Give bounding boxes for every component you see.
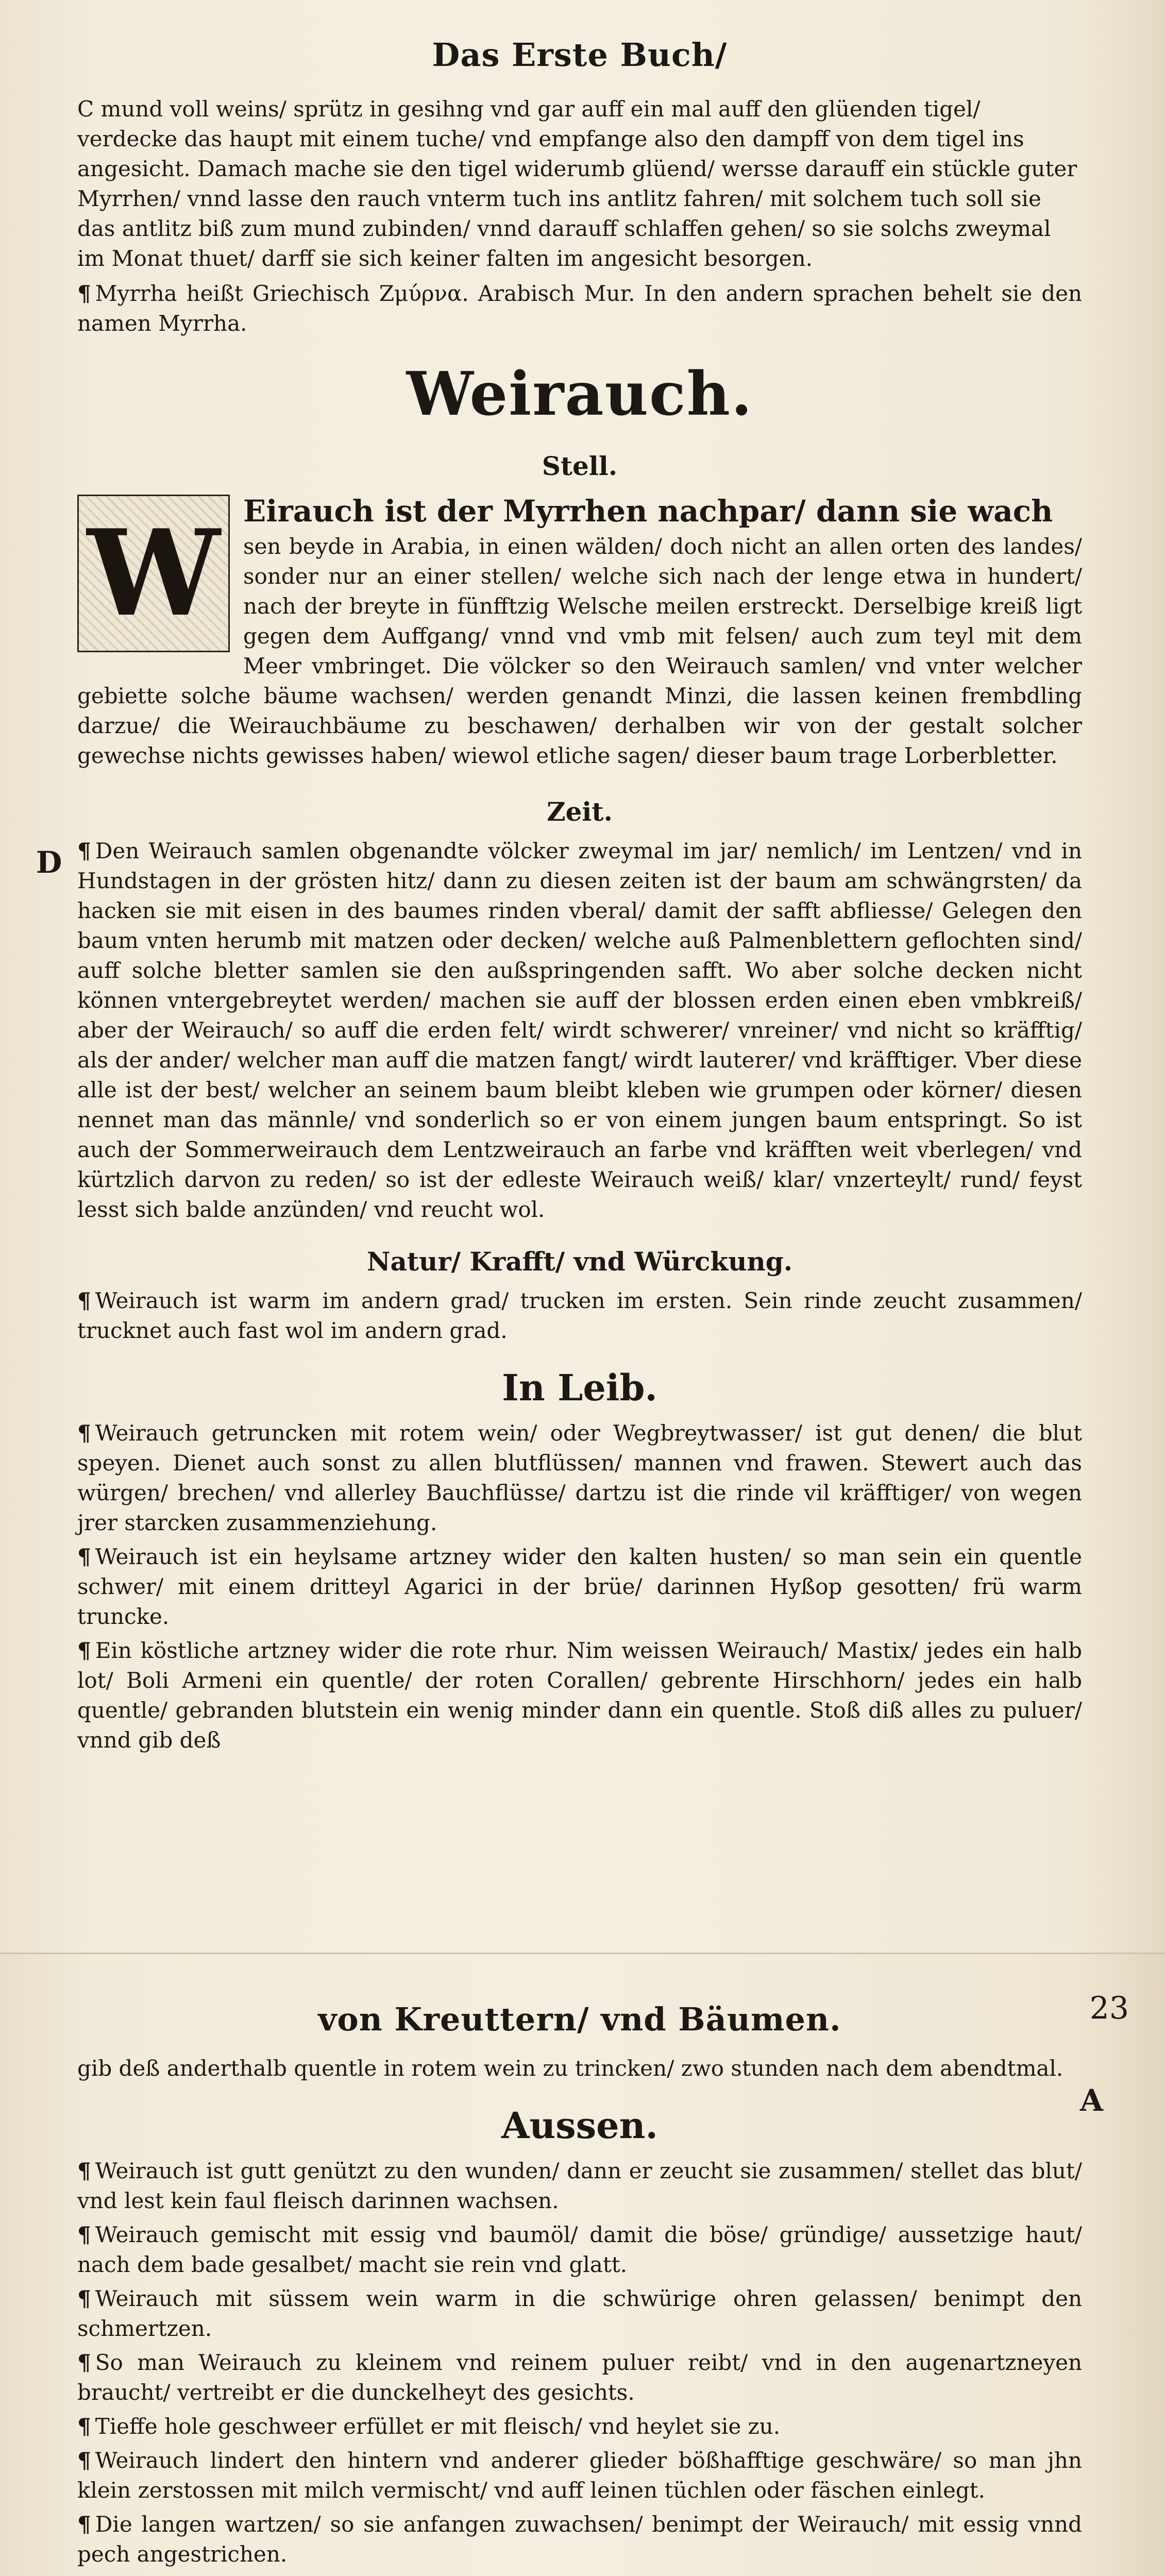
pilcrow-icon: ¶: [77, 2512, 91, 2537]
pilcrow-icon: ¶: [77, 2222, 91, 2247]
aussen-list: [77, 2156, 1082, 2576]
page-two-body: [77, 2001, 1082, 2576]
list-item: ¶ So man Weirauch zu kleinem vnd reinem puluer reibt/ vnd in den augenartzneyen braucht/ vertreibt er die dunckelheyt des gesichts.: [77, 2350, 1082, 2405]
natur-paragraph: ¶ Weirauch ist warm im andern grad/ trucken im ersten. Sein rinde zeucht zusammen/ trucknet auch fast wol im andern grad.: [77, 1288, 1082, 1343]
stell-text: Eirauch ist der Myrrhen nachpar/ dann sie wach sen beyde in Arabia, in einen wälden/ doch nicht an allen orten des landes/ sonder nur an einer stellen/ welche sich nach der lenge etwa in hundert/ nach der breyte in fünfftzig Welsche meilen erstreckt. Derselbige kreiß ligt gegen dem Auffgang/ vnnd vnd vmb mit felsen/ auch zum teyl mit dem Meer vmbringet. Die völcker so den Weirauch samlen/ vnd vnter welcher gebiette solche bäume wachsen/ werden genandt Minzi, die lassen keinen frembdling darzue/ die Weirauchbäume zu beschawen/ derhalben wir von der gestalt solcher gewechse nichts gewisses haben/ wiewol etliche sagen/ dieser baum trage Lorberbletter.: [77, 494, 1082, 768]
stell-paragraph: [77, 490, 1082, 775]
margin-letter-d: D: [36, 845, 62, 880]
zeit-paragraph: ¶ Den Weirauch samlen obgenandte völcker zweymal im jar/ nemlich/ im Lentzen/ vnd in Hundstagen in der grösten hitz/ dann zu diesen zeiten ist der baum am schwängrsten/ da hacken sie mit eisen in des baumes rinden vberal/ damit der safft abfliesse/ Gelegen den baum vnten herumb mit matzen oder decken/ welche auß Palmenblettern geflochten sind/ auff solche bletter samlen sie den außspringenden safft. Wo aber solche decken nicht können vntergebreytet werden/ machen sie auff der blossen erden einen eben vmbkreiß/ aber der Weirauch/ so auff die erden felt/ wirdt schwerer/ vnreiner/ vnd nicht so kräfftig/ als der ander/ welcher man auff die matzen fangt/ wirdt lauterer/ vnd kräfftiger. Vber diese alle ist der best/ welcher an seinem baum bleibt kleben wie grumpen oder körner/ diesen nennet man das männle/ vnd sonderlich so er von einem jungen baum entspringt. So ist auch der Sommerweirauch dem Lentzweirauch an farbe vnd kräfften weit vberlegen/ vnd kürtzlich darvon zu reden/ so ist der edleste Weirauch weiß/ klar/ vnzerteylt/ rund/ feyst lesst sich balde anzünden/ vnd reucht wol.: [77, 838, 1082, 1222]
page-one-body: [77, 36, 1082, 1759]
running-head: von Kreuttern/ vnd Bäumen.: [318, 2001, 841, 2038]
pilcrow-icon: ¶: [77, 2414, 91, 2439]
list-item: ¶ Weirauch ist ein heylsame artzney wider den kalten husten/ so man sein ein quentle schwer/ mit einem dritteyl Agarici in der brüe/ darinnen Hyßop gesotten/ frü warm truncke.: [77, 1544, 1082, 1629]
pilcrow-icon: ¶: [77, 2350, 91, 2375]
list-item: ¶ Tieffe hole geschweer erfüllet er mit fleisch/ vnd heylet sie zu.: [77, 2414, 781, 2439]
carry-over-text: C mund voll weins/ sprütz in gesihng vnd gar auff ein mal auff den glüenden tigel/ verdecke das haupt mit einem tuche/ vnd empfange also den dampff von dem tigel ins angesicht. Damach mache sie den tigel widerumb glüend/ wersse darauff ein stückle guter Myrrhen/ vnnd lasse den rauch vnterm tuch ins antlitz fahren/ mit solchem tuch soll sie das antlitz biß zum mund zubinden/ vnnd darauff schlaffen gehen/ so sie solchs zweymal im Monat thuet/ darff sie sich keiner falten im angesicht besorgen.: [77, 96, 1077, 271]
list-item: ¶ Weirauch mit süssem wein warm in die schwürige ohren gelassen/ benimpt den schmertzen.: [77, 2286, 1082, 2341]
carry-over-text: gib deß anderthalb quentle in rotem wein zu trincken/ zwo stunden nach dem abendtmal.: [77, 2056, 1063, 2081]
pilcrow-icon: ¶: [77, 281, 91, 306]
myrrha-name-note: ¶ Myrrha heißt Griechisch Ζμύρνα. Arabisch Mur. In den andern sprachen behelt sie den namen Myrrha.: [77, 281, 1082, 336]
carry-over-paragraph: [77, 94, 1082, 274]
stell-lead-line: Eirauch ist der Myrrhen nachpar/ dann sie wach: [243, 494, 1053, 529]
list-item: ¶ Die langen wartzen/ so sie anfangen zuwachsen/ benimpt der Weirauch/ mit essig vnnd pech angestrichen.: [77, 2512, 1082, 2567]
subhead-in-leib: In Leib.: [502, 1366, 657, 1409]
pilcrow-icon: ¶: [77, 2286, 91, 2311]
pilcrow-icon: ¶: [77, 1638, 91, 1663]
page-two: [0, 1953, 1165, 2576]
pilcrow-icon: ¶: [77, 838, 91, 863]
list-item: ¶ Ein köstliche artzney wider die rote rhur. Nim weissen Weirauch/ Mastix/ jedes ein halb lot/ Boli Armeni ein quentle/ der roten Corallen/ gebrente Hirschhorn/ jedes ein halb quentle/ gebranden blutstein ein wenig minder dann ein quentle. Stoß diß alles zu puluer/ vnnd gib deß: [77, 1638, 1082, 1753]
subhead-aussen: Aussen.: [501, 2104, 658, 2147]
list-item: [77, 2573, 1082, 2576]
pilcrow-icon: ¶: [77, 2448, 91, 2473]
decorated-initial-icon: W: [77, 495, 230, 652]
in-leib-list: [77, 1418, 1082, 1755]
list-item: ¶ Weirauch gemischt mit essig vnd baumöl/ damit die böse/ gründige/ aussetzige haut/ nach dem bade gesalbet/ macht sie rein vnd glatt.: [77, 2222, 1082, 2277]
subhead-natur: Natur/ Krafft/ vnd Würckung.: [366, 1246, 793, 1277]
section-title: Weirauch.: [406, 359, 753, 429]
folio-number: 23: [1089, 1990, 1129, 2026]
subhead-zeit: Zeit.: [547, 796, 613, 827]
pilcrow-icon: ¶: [77, 2158, 91, 2183]
list-item: ¶ Weirauch getruncken mit rotem wein/ oder Wegbreytwasser/ ist gut denen/ die blut speyen. Dienet auch sonst zu allen blutflüssen/ mannen vnd frawen. Stewert auch das würgen/ brechen/ vnd allerley Bauchflüsse/ dartzu ist die rinde vil kräfftiger/ von wegen jrer starcken zusammenziehung.: [77, 1420, 1082, 1535]
subhead-stell: Stell.: [542, 451, 618, 481]
list-item: ¶ Weirauch ist gutt genützt zu den wunden/ dann er zeucht sie zusammen/ stellet das blut/ vnd lest kein faul fleisch darinnen wachsen.: [77, 2158, 1082, 2213]
pilcrow-icon: ¶: [77, 1544, 91, 1569]
pilcrow-icon: ¶: [77, 1288, 91, 1313]
pilcrow-icon: ¶: [77, 1420, 91, 1446]
list-item: ¶ Weirauch lindert den hintern vnd anderer glieder bößhafftige geschwäre/ so man jhn klein zerstossen mit milch vermischt/ vnd auff leinen tüchlen oder fäschen einlegt.: [77, 2448, 1082, 2503]
running-head: Das Erste Buch/: [432, 36, 728, 74]
margin-letter-a: A: [1079, 2083, 1103, 2118]
